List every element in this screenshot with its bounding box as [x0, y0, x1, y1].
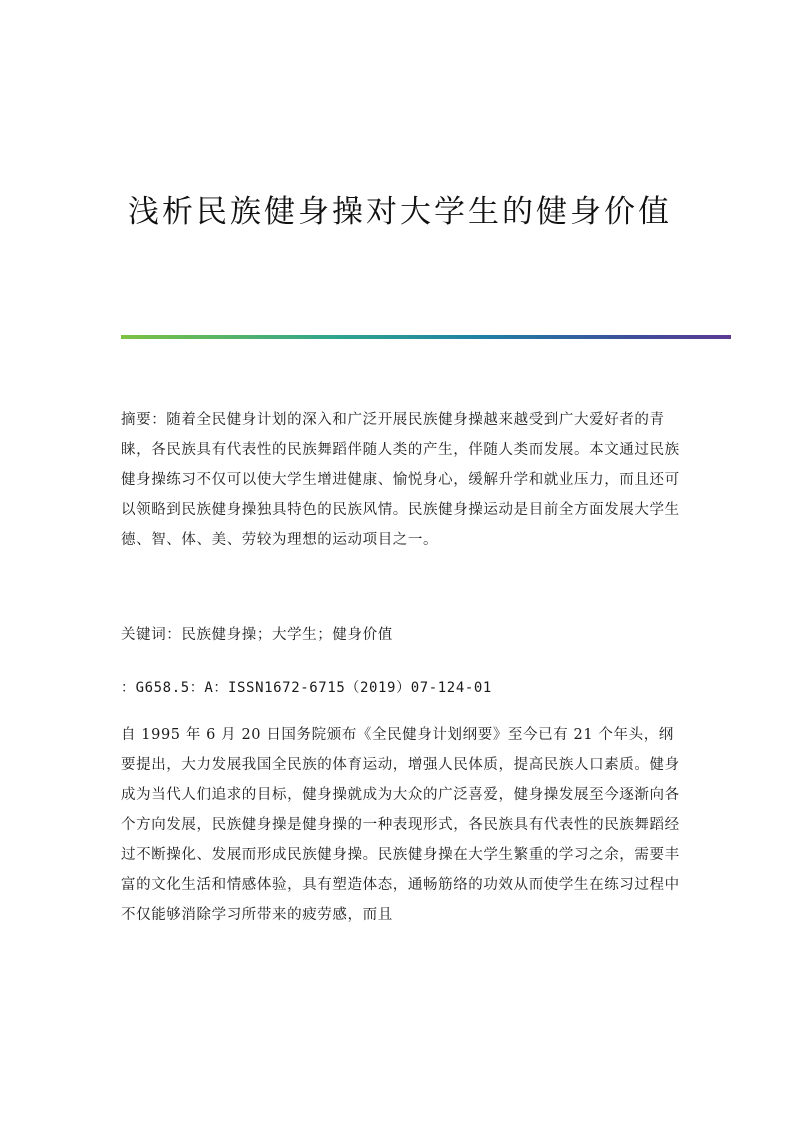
- document-title: 浅析民族健身操对大学生的健身价值: [128, 194, 672, 230]
- title-divider: [121, 335, 731, 339]
- abstract: 摘要：随着全民健身计划的深入和广泛开展民族健身操越来越受到广大爱好者的青睐，各民族具有代表性的民族舞蹈伴随人类的产生，伴随人类而发展。本文通过民族健身操练习不仅可以使大学生增进健康、愉悦身心，缓解升学和就业压力，而且还可以领略到民族健身操独具特色的民族风情。民族健身操运动是目前全方面发展大学生德、智、体、美、劳较为理想的运动项目之一。: [121, 412, 680, 548]
- classification-line: ：G658.5：A：ISSN1672-6715（2019）07-124-01: [121, 680, 492, 696]
- keywords: 关键词：民族健身操；大学生；健身价值: [121, 627, 393, 643]
- body-paragraph: 自 1995 年 6 月 20 日国务院颁布《全民健身计划纲要》至今已有 21 个年头，纲要提出，大力发展我国全民族的体育运动，增强人民体质，提高民族人口素质。健身成为当代人们追求的目标，健身操就成为大众的广泛喜爱，健身操发展至今逐渐向各个方向发展，民族健身操是健身操的一种表现形式，各民族具有代表性的民族舞蹈经过不断操化、发展而形成民族健身操。民族健身操在大学生繁重的学习之余，需要丰富的文化生活和情感体验，具有塑造体态，通畅筋络的功效从而使学生在练习过程中不仅能够消除学习所带来的疲劳感，而且: [121, 727, 680, 923]
